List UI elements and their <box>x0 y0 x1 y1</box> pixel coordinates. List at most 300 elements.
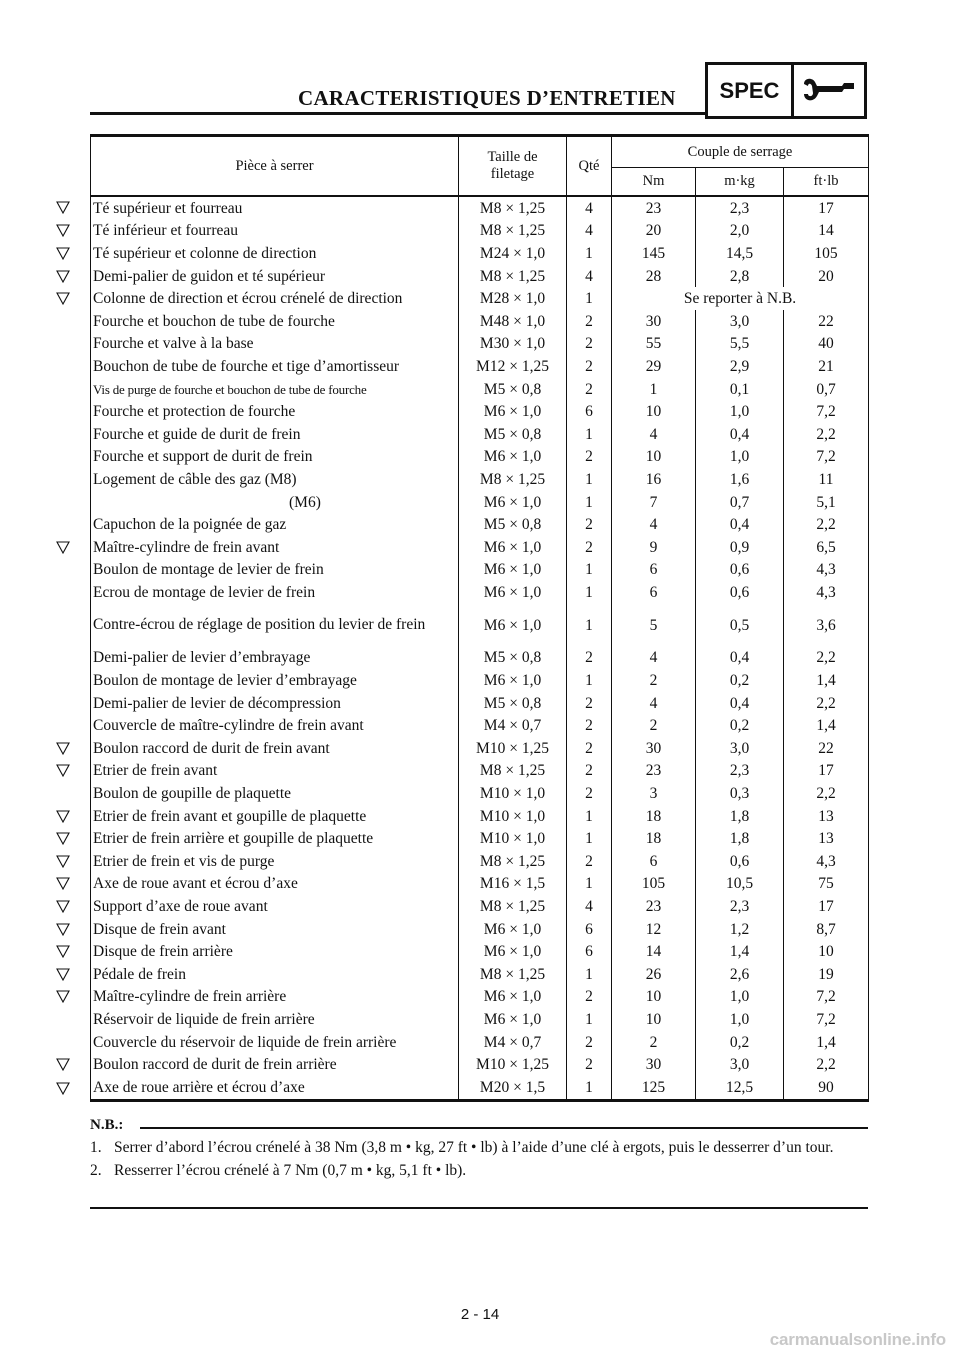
cell-qty: 1 <box>567 423 612 446</box>
cell-qty: 4 <box>567 265 612 288</box>
cell-mkg: 0,6 <box>696 850 784 873</box>
cell-ftlb: 17 <box>784 895 869 918</box>
col-header-thread: Taille de filetage <box>459 136 567 197</box>
nb-item-number: 1. <box>90 1139 102 1156</box>
cell-nm: 2 <box>612 669 696 692</box>
cell-mkg: 3,0 <box>696 1053 784 1076</box>
triangle-icon <box>56 923 70 936</box>
col-header-nm: Nm <box>612 168 696 197</box>
col-header-ftlb: ft·lb <box>784 168 869 197</box>
cell-nm: 6 <box>612 559 696 582</box>
cell-mkg: 1,4 <box>696 940 784 963</box>
cell-mkg: 1,8 <box>696 827 784 850</box>
table-row <box>91 536 869 559</box>
cell-qty: 4 <box>567 196 612 220</box>
cell-nm: 4 <box>612 692 696 715</box>
cell-thread: M20 × 1,5 <box>459 1076 567 1100</box>
cell-ftlb: 22 <box>784 310 869 333</box>
cell-thread: M5 × 0,8 <box>459 378 567 401</box>
cell-qty: 2 <box>567 850 612 873</box>
cell-thread: M6 × 1,0 <box>459 1008 567 1031</box>
cell-qty: 6 <box>567 400 612 423</box>
cell-mkg: 1,2 <box>696 918 784 941</box>
cell-part: Couvercle du réservoir de liquide de frein arrière <box>93 1033 397 1051</box>
triangle-icon <box>56 900 70 913</box>
cell-ftlb: 13 <box>784 827 869 850</box>
cell-qty: 1 <box>567 963 612 986</box>
cell-mkg: 12,5 <box>696 1076 784 1100</box>
cell-ftlb: 105 <box>784 242 869 265</box>
table-row <box>91 378 869 401</box>
cell-part: Axe de roue avant et écrou d’axe <box>93 875 298 893</box>
page-title: CARACTERISTIQUES D’ENTRETIEN <box>298 86 676 110</box>
cell-mkg: 1,6 <box>696 468 784 491</box>
cell-part: Fourche et valve à la base <box>93 335 254 353</box>
cell-qty: 2 <box>567 310 612 333</box>
cell-nm: 4 <box>612 423 696 446</box>
cell-nm: 20 <box>612 220 696 243</box>
cell-qty: 2 <box>567 647 612 670</box>
cell-qty: 1 <box>567 873 612 896</box>
cell-mkg: 5,5 <box>696 333 784 356</box>
cell-part: Boulon raccord de durit de frein arrière <box>93 1056 337 1074</box>
cell-part: Té supérieur et fourreau <box>93 199 243 217</box>
cell-ftlb: 19 <box>784 963 869 986</box>
cell-thread: M4 × 0,7 <box>459 714 567 737</box>
cell-thread: M10 × 1,0 <box>459 827 567 850</box>
cell-part: Té inférieur et fourreau <box>93 222 239 240</box>
cell-nm: 4 <box>612 513 696 536</box>
cell-part: Contre-écrou de réglage de position du levier de frein <box>93 616 426 634</box>
table-row <box>91 310 869 333</box>
cell-part: Support d’axe de roue avant <box>93 898 268 916</box>
cell-nm: 55 <box>612 333 696 356</box>
nb-item <box>90 1160 868 1183</box>
table-row <box>91 400 869 423</box>
cell-part: Maître-cylindre de frein arrière <box>93 988 287 1006</box>
cell-thread: M5 × 0,8 <box>459 647 567 670</box>
cell-thread: M30 × 1,0 <box>459 333 567 356</box>
nb-list <box>90 1137 868 1182</box>
cell-thread: M8 × 1,25 <box>459 468 567 491</box>
cell-nm: 6 <box>612 581 696 604</box>
cell-mkg: 3,0 <box>696 737 784 760</box>
cell-mkg: 0,9 <box>696 536 784 559</box>
cell-ftlb: 75 <box>784 873 869 896</box>
cell-part: Demi-palier de guidon et té supérieur <box>93 267 325 285</box>
spec-badge <box>705 62 867 119</box>
triangle-icon <box>56 292 70 305</box>
cell-thread: M6 × 1,0 <box>459 536 567 559</box>
cell-nm: 23 <box>612 895 696 918</box>
cell-mkg: 0,4 <box>696 692 784 715</box>
cell-thread: M48 × 1,0 <box>459 310 567 333</box>
cell-nm: 10 <box>612 400 696 423</box>
cell-ftlb: 4,3 <box>784 559 869 582</box>
table-row <box>91 333 869 356</box>
cell-qty: 2 <box>567 513 612 536</box>
cell-qty: 2 <box>567 692 612 715</box>
table-row <box>91 1008 869 1031</box>
cell-thread: M6 × 1,0 <box>459 491 567 514</box>
cell-nm: 23 <box>612 196 696 220</box>
cell-thread: M12 × 1,25 <box>459 355 567 378</box>
table-row <box>91 737 869 760</box>
cell-thread: M8 × 1,25 <box>459 895 567 918</box>
cell-thread: M16 × 1,5 <box>459 873 567 896</box>
cell-mkg: 1,0 <box>696 1008 784 1031</box>
cell-ftlb: 2,2 <box>784 1053 869 1076</box>
cell-part: Fourche et protection de fourche <box>93 403 296 421</box>
cell-nm: 2 <box>612 714 696 737</box>
cell-qty: 2 <box>567 1053 612 1076</box>
cell-thread: M6 × 1,0 <box>459 400 567 423</box>
cell-ftlb: 6,5 <box>784 536 869 559</box>
cell-ftlb: 7,2 <box>784 400 869 423</box>
cell-qty: 1 <box>567 827 612 850</box>
table-row <box>91 760 869 783</box>
cell-mkg: 1,0 <box>696 986 784 1009</box>
cell-ftlb: 17 <box>784 760 869 783</box>
cell-ftlb: 40 <box>784 333 869 356</box>
cell-thread: M10 × 1,0 <box>459 805 567 828</box>
cell-qty: 1 <box>567 242 612 265</box>
triangle-icon <box>56 855 70 868</box>
table-row <box>91 513 869 536</box>
table-row <box>91 805 869 828</box>
cell-mkg: 1,0 <box>696 446 784 469</box>
cell-part: Boulon de montage de levier de frein <box>93 561 324 579</box>
cell-qty: 2 <box>567 1031 612 1054</box>
cell-part: Demi-palier de levier de décompression <box>93 694 341 712</box>
cell-part: Logement de câble des gaz (M8) <box>93 470 297 488</box>
cell-mkg: 0,7 <box>696 491 784 514</box>
triangle-icon <box>56 968 70 981</box>
cell-ftlb: 2,2 <box>784 423 869 446</box>
table-row <box>91 604 869 647</box>
col-header-mkg: m·kg <box>696 168 784 197</box>
cell-part: Disque de frein arrière <box>93 943 233 961</box>
table-row <box>91 850 869 873</box>
spec-badge-label: SPEC <box>708 65 794 116</box>
cell-part: Pédale de frein <box>93 965 186 983</box>
table-row <box>91 714 869 737</box>
cell-nm: 4 <box>612 647 696 670</box>
cell-mkg: 0,1 <box>696 378 784 401</box>
cell-part: Fourche et support de durit de frein <box>93 448 313 466</box>
cell-ftlb: 21 <box>784 355 869 378</box>
cell-part: Boulon de goupille de plaquette <box>93 785 292 803</box>
cell-thread: M24 × 1,0 <box>459 242 567 265</box>
cell-qty: 1 <box>567 604 612 647</box>
cell-qty: 1 <box>567 1008 612 1031</box>
table-row <box>91 242 869 265</box>
triangle-icon <box>56 1058 70 1071</box>
col-header-part: Pièce à serrer <box>235 157 314 174</box>
cell-part: Maître-cylindre de frein avant <box>93 538 280 556</box>
table-row <box>91 692 869 715</box>
cell-nm: 6 <box>612 850 696 873</box>
cell-part: Fourche et guide de durit de frein <box>93 425 301 443</box>
cell-part: Réservoir de liquide de frein arrière <box>93 1010 315 1028</box>
cell-ftlb: 0,7 <box>784 378 869 401</box>
cell-torque-note: Se reporter à N.B. <box>612 287 869 310</box>
cell-ftlb: 1,4 <box>784 1031 869 1054</box>
cell-mkg: 0,2 <box>696 1031 784 1054</box>
cell-ftlb: 7,2 <box>784 446 869 469</box>
cell-ftlb: 2,2 <box>784 692 869 715</box>
cell-ftlb: 2,2 <box>784 647 869 670</box>
cell-nm: 18 <box>612 805 696 828</box>
cell-thread: M5 × 0,8 <box>459 692 567 715</box>
cell-ftlb: 90 <box>784 1076 869 1100</box>
cell-thread: M8 × 1,25 <box>459 220 567 243</box>
cell-ftlb: 17 <box>784 196 869 220</box>
cell-thread: M8 × 1,25 <box>459 963 567 986</box>
cell-nm: 10 <box>612 446 696 469</box>
cell-part: Etrier de frein avant et goupille de plaquette <box>93 807 367 825</box>
cell-thread: M6 × 1,0 <box>459 559 567 582</box>
cell-qty: 1 <box>567 1076 612 1100</box>
cell-qty: 2 <box>567 355 612 378</box>
nb-item-number: 2. <box>90 1161 102 1179</box>
cell-qty: 2 <box>567 986 612 1009</box>
cell-qty: 2 <box>567 333 612 356</box>
cell-part: Capuchon de la poignée de gaz <box>93 516 287 534</box>
cell-thread: M8 × 1,25 <box>459 760 567 783</box>
cell-mkg: 14,5 <box>696 242 784 265</box>
cell-part: Vis de purge de fourche et bouchon de tube de fourche <box>93 381 367 397</box>
cell-ftlb: 7,2 <box>784 1008 869 1031</box>
table-row <box>91 446 869 469</box>
cell-thread: M6 × 1,0 <box>459 918 567 941</box>
cell-qty: 2 <box>567 714 612 737</box>
cell-nm: 26 <box>612 963 696 986</box>
cell-nm: 10 <box>612 1008 696 1031</box>
table-row <box>91 1053 869 1076</box>
triangle-icon <box>56 742 70 755</box>
triangle-icon <box>56 990 70 1003</box>
cell-mkg: 2,3 <box>696 760 784 783</box>
triangle-icon <box>56 877 70 890</box>
cell-mkg: 0,4 <box>696 513 784 536</box>
cell-thread: M5 × 0,8 <box>459 423 567 446</box>
cell-nm: 3 <box>612 782 696 805</box>
cell-ftlb: 2,2 <box>784 513 869 536</box>
cell-thread: M28 × 1,0 <box>459 287 567 310</box>
table-row <box>91 986 869 1009</box>
cell-ftlb: 4,3 <box>784 581 869 604</box>
cell-qty: 1 <box>567 491 612 514</box>
cell-ftlb: 11 <box>784 468 869 491</box>
table-row <box>91 1031 869 1054</box>
cell-nm: 18 <box>612 827 696 850</box>
cell-part: Boulon raccord de durit de frein avant <box>93 739 330 757</box>
cell-ftlb: 4,3 <box>784 850 869 873</box>
table-row <box>91 196 869 220</box>
watermark: carmanualsonline.info <box>769 1330 946 1349</box>
cell-nm: 30 <box>612 1053 696 1076</box>
table-row <box>91 491 869 514</box>
cell-mkg: 2,3 <box>696 895 784 918</box>
cell-qty: 2 <box>567 536 612 559</box>
triangle-icon <box>56 764 70 777</box>
table-row <box>91 220 869 243</box>
cell-mkg: 2,6 <box>696 963 784 986</box>
cell-ftlb: 8,7 <box>784 918 869 941</box>
cell-mkg: 2,8 <box>696 265 784 288</box>
table-row <box>91 647 869 670</box>
cell-part: Demi-palier de levier d’embrayage <box>93 649 311 667</box>
cell-nm: 16 <box>612 468 696 491</box>
cell-mkg: 0,6 <box>696 581 784 604</box>
header-rule <box>90 112 705 115</box>
cell-nm: 23 <box>612 760 696 783</box>
cell-mkg: 0,6 <box>696 559 784 582</box>
cell-nm: 5 <box>612 604 696 647</box>
cell-thread: M8 × 1,25 <box>459 265 567 288</box>
cell-mkg: 0,2 <box>696 669 784 692</box>
table-row <box>91 827 869 850</box>
cell-part: Té supérieur et colonne de direction <box>93 244 317 262</box>
cell-qty: 1 <box>567 559 612 582</box>
nb-rule <box>140 1127 868 1129</box>
cell-nm: 12 <box>612 918 696 941</box>
cell-qty: 6 <box>567 940 612 963</box>
cell-nm: 28 <box>612 265 696 288</box>
table-row <box>91 873 869 896</box>
cell-qty: 1 <box>567 805 612 828</box>
table-row <box>91 669 869 692</box>
cell-nm: 7 <box>612 491 696 514</box>
cell-thread: M6 × 1,0 <box>459 446 567 469</box>
cell-part: Disque de frein avant <box>93 920 226 938</box>
cell-part: Etrier de frein et vis de purge <box>93 852 275 870</box>
triangle-icon <box>56 541 70 554</box>
cell-nm: 1 <box>612 378 696 401</box>
cell-part: (M6) <box>289 493 321 511</box>
triangle-icon <box>56 832 70 845</box>
cell-part: Fourche et bouchon de tube de fourche <box>93 312 335 330</box>
table-row <box>91 940 869 963</box>
table-row <box>91 287 869 310</box>
cell-ftlb: 1,4 <box>784 714 869 737</box>
cell-thread: M6 × 1,0 <box>459 986 567 1009</box>
cell-part: Ecrou de montage de levier de frein <box>93 583 316 601</box>
nb-label: N.B.: <box>90 1117 124 1133</box>
table-row <box>91 355 869 378</box>
triangle-icon <box>56 945 70 958</box>
cell-qty: 4 <box>567 895 612 918</box>
cell-thread: M10 × 1,25 <box>459 737 567 760</box>
cell-mkg: 1,8 <box>696 805 784 828</box>
cell-mkg: 0,4 <box>696 423 784 446</box>
cell-part: Boulon de montage de levier d’embrayage <box>93 672 357 690</box>
cell-part: Axe de roue arrière et écrou d’axe <box>93 1078 305 1096</box>
cell-ftlb: 3,6 <box>784 604 869 647</box>
table-row <box>91 423 869 446</box>
triangle-icon <box>56 224 70 237</box>
torque-table <box>90 134 869 1102</box>
cell-nm: 2 <box>612 1031 696 1054</box>
cell-ftlb: 22 <box>784 737 869 760</box>
page-number: 2 - 14 <box>460 1306 500 1323</box>
cell-thread: M4 × 0,7 <box>459 1031 567 1054</box>
cell-qty: 2 <box>567 737 612 760</box>
cell-ftlb: 20 <box>784 265 869 288</box>
nb-item <box>90 1137 868 1160</box>
nb-item-text: Resserrer l’écrou crénelé à 7 Nm (0,7 m • kg, 5,1 ft • lb). <box>114 1161 467 1179</box>
table-row <box>91 782 869 805</box>
cell-nm: 105 <box>612 873 696 896</box>
col-header-torque: Couple de serrage <box>612 136 869 168</box>
cell-qty: 2 <box>567 446 612 469</box>
cell-nm: 29 <box>612 355 696 378</box>
cell-nm: 30 <box>612 737 696 760</box>
cell-nm: 30 <box>612 310 696 333</box>
cell-part: Colonne de direction et écrou crénelé de direction <box>93 290 403 308</box>
table-row <box>91 918 869 941</box>
cell-mkg: 2,3 <box>696 196 784 220</box>
cell-qty: 6 <box>567 918 612 941</box>
cell-thread: M5 × 0,8 <box>459 513 567 536</box>
cell-thread: M8 × 1,25 <box>459 196 567 220</box>
cell-qty: 2 <box>567 760 612 783</box>
cell-ftlb: 14 <box>784 220 869 243</box>
table-row <box>91 468 869 491</box>
triangle-icon <box>56 810 70 823</box>
cell-qty: 1 <box>567 581 612 604</box>
bottom-rule <box>90 1207 868 1209</box>
cell-mkg: 2,9 <box>696 355 784 378</box>
cell-nm: 145 <box>612 242 696 265</box>
cell-part: Bouchon de tube de fourche et tige d’amortisseur <box>93 357 400 375</box>
cell-mkg: 2,0 <box>696 220 784 243</box>
triangle-icon <box>56 247 70 260</box>
cell-mkg: 0,4 <box>696 647 784 670</box>
cell-nm: 10 <box>612 986 696 1009</box>
cell-qty: 2 <box>567 782 612 805</box>
cell-nm: 14 <box>612 940 696 963</box>
cell-ftlb: 1,4 <box>784 669 869 692</box>
cell-part: Couvercle de maître-cylindre de frein avant <box>93 717 364 735</box>
table-row <box>91 963 869 986</box>
cell-ftlb: 5,1 <box>784 491 869 514</box>
cell-nm: 125 <box>612 1076 696 1100</box>
torque-table-body <box>91 196 869 1100</box>
cell-mkg: 3,0 <box>696 310 784 333</box>
cell-thread: M6 × 1,0 <box>459 940 567 963</box>
cell-thread: M6 × 1,0 <box>459 581 567 604</box>
triangle-icon <box>56 201 70 214</box>
table-row <box>91 895 869 918</box>
col-header-qty: Qté <box>567 136 612 197</box>
wrench-icon <box>794 65 864 116</box>
cell-qty: 1 <box>567 669 612 692</box>
cell-thread: M6 × 1,0 <box>459 669 567 692</box>
cell-ftlb: 13 <box>784 805 869 828</box>
cell-thread: M6 × 1,0 <box>459 604 567 647</box>
table-row <box>91 581 869 604</box>
cell-qty: 4 <box>567 220 612 243</box>
nb-item-text: Serrer d’abord l’écrou crénelé à 38 Nm (3,8 m • kg, 27 ft • lb) à l’aide d’une clé à ergots, puis le desserrer d’un tour. <box>114 1139 834 1156</box>
table-row <box>91 559 869 582</box>
cell-thread: M10 × 1,25 <box>459 1053 567 1076</box>
cell-thread: M8 × 1,25 <box>459 850 567 873</box>
cell-ftlb: 7,2 <box>784 986 869 1009</box>
cell-ftlb: 2,2 <box>784 782 869 805</box>
cell-qty: 1 <box>567 287 612 310</box>
